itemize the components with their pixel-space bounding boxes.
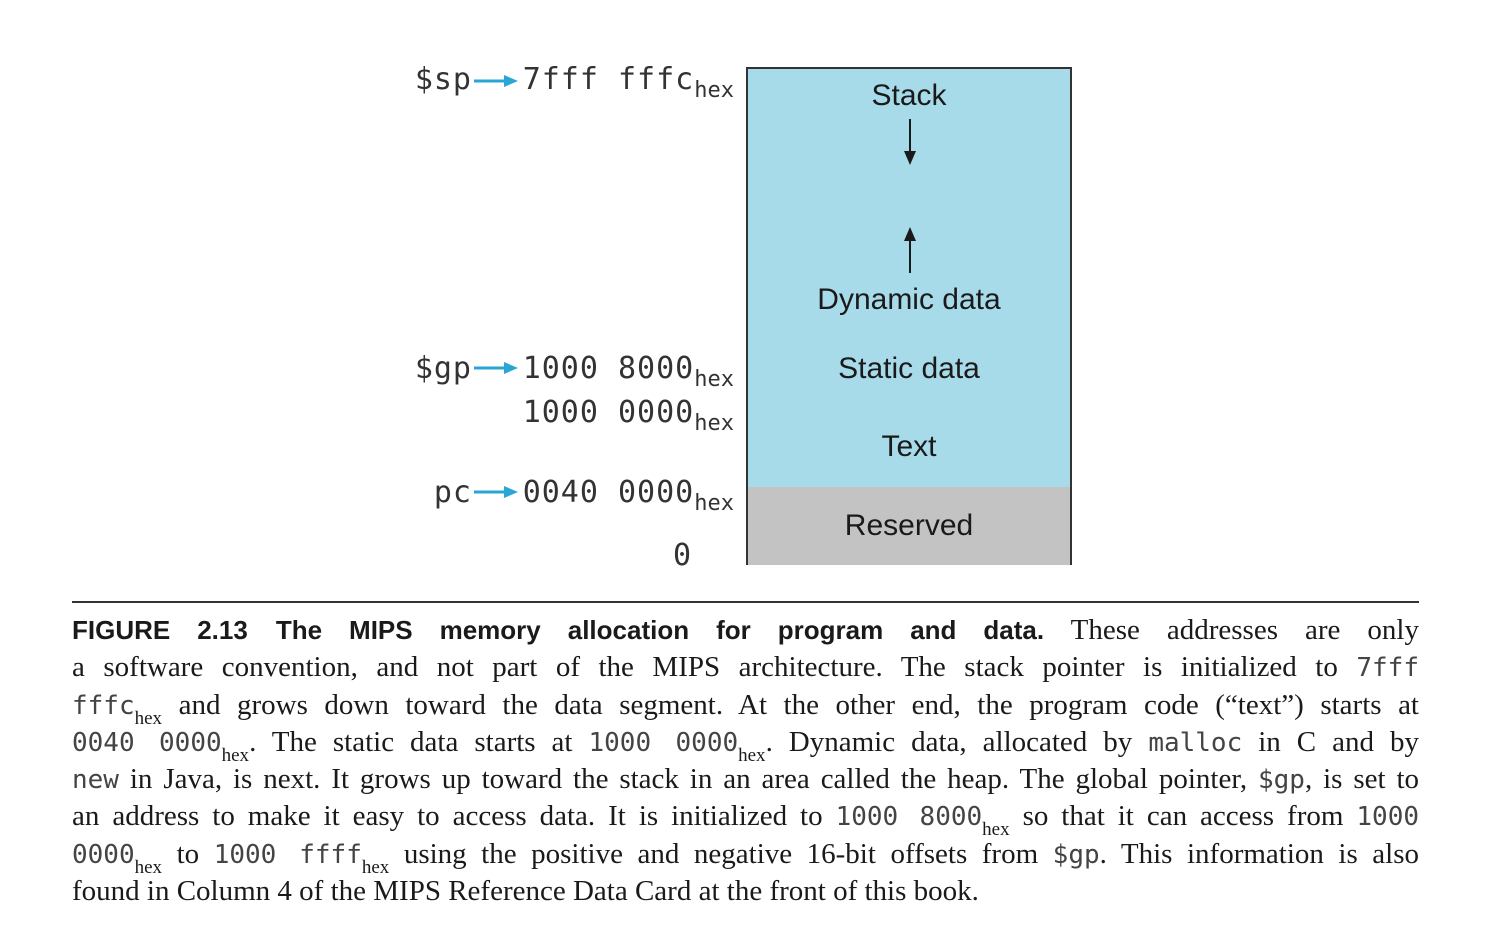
stack-down-arrow-icon [903,119,917,165]
caption-line [72,724,1419,766]
caption-line [72,687,1419,729]
caption-subscript: hex [738,744,766,766]
text-start-address: 0040 $0000_{hex}$ [522,475,734,516]
caption-text: using the positive and negative 16-bit offsets from [403,837,1039,870]
caption-line [72,649,1419,686]
caption-line [72,798,1420,841]
caption-text: in Java, is next. It grows up toward the stack in an area called the heap. The global pointer, [129,763,1248,796]
caption-code: malloc [1148,727,1243,758]
figure-number: FIGURE 2.13 [72,615,248,645]
caption-text: These addresses are only [1070,614,1419,646]
caption-text: to [176,837,200,870]
caption-code: new [72,765,119,796]
figure-caption [72,612,1419,910]
reserved-label: Reserved [844,509,974,542]
stack-label: Stack [871,79,947,112]
gp-pointer-arrow-icon [474,361,518,375]
caption-line [72,836,1420,878]
caption-code: 1000 ffff [213,839,362,870]
figure-title: The MIPS memory allocation for program and data. [275,615,1045,645]
memory-map [746,67,1072,565]
caption-text: found in Column 4 of the MIPS Reference Data Card at the front of this book. [72,875,979,908]
caption-line [72,761,1419,798]
caption-text: an address to make it easy to access data. It is initialized to [72,800,823,833]
caption-subscript: hex [134,856,163,878]
caption-subscript: hex [221,744,250,766]
caption-text: a software convention, and not part of the MIPS architecture. The stack pointer is initialized to [72,651,1338,684]
caption-code: 1000 8000 [835,802,983,833]
text-label: Text [881,430,937,463]
caption-text: in C and by [1258,725,1419,758]
zero-address: 0 [672,538,692,573]
pc-pointer-label: pc [433,475,472,510]
caption-code: 7fff [1356,653,1419,684]
caption-line [72,612,1419,649]
gp-address: 1000 $8000_{hex}$ [522,351,734,392]
caption-text: so that it can access from [1022,800,1344,833]
sp-pointer-label: $sp [414,62,472,97]
stack-top-address: 7fff fffc$_{hex}$ [522,62,734,103]
heap-up-arrow-icon [903,227,917,273]
caption-text: , is set to [1304,763,1420,796]
caption-code: $gp [1258,765,1305,796]
caption-code: 1000 [1356,802,1420,833]
caption-code: 0000 [72,839,135,870]
static-start-address: 1000 $0000_{hex}$ [522,395,734,436]
stack-heap-segment [748,69,1070,332]
caption-text: . The static data starts at [249,725,573,758]
text-segment [748,408,1070,489]
caption-divider [72,601,1419,603]
caption-code: 1000 0000 [588,727,739,758]
pc-pointer-arrow-icon [474,485,518,499]
gp-pointer-label: $gp [414,351,472,386]
static-data-label: Static data [838,352,980,385]
caption-subscript: hex [134,707,163,729]
caption-text: . Dynamic data, allocated by [765,725,1133,758]
caption-text: and grows down toward the data segment. At the other end, the program code (“text”) starts at [178,688,1419,721]
caption-text: . This information is also [1099,837,1420,870]
dynamic-data-label: Dynamic data [817,283,1001,316]
caption-subscript: hex [361,856,390,878]
static-data-segment [748,330,1070,410]
caption-code: 0040 0000 [72,727,222,758]
sp-pointer-arrow-icon [474,74,518,88]
reserved-segment [748,487,1070,565]
caption-subscript: hex [982,819,1010,841]
caption-code: fffc [72,690,135,721]
caption-code: $gp [1052,839,1100,870]
caption-line [72,873,1419,910]
